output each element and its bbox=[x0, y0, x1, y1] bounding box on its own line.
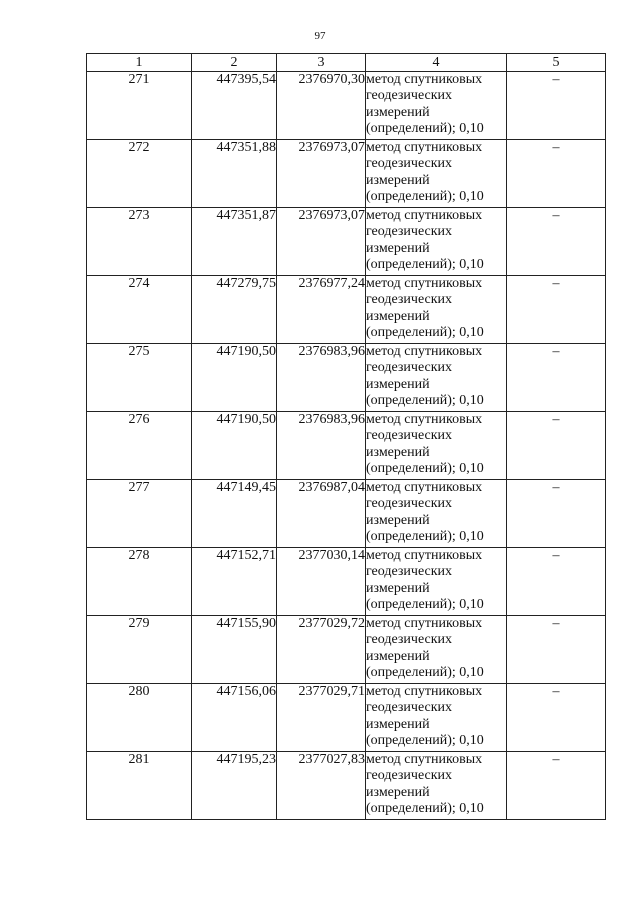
method-cell bbox=[366, 684, 507, 752]
method-text-line: геодезических bbox=[366, 360, 453, 376]
method-text-line: измерений bbox=[366, 308, 430, 324]
method-text-line: метод спутниковых bbox=[366, 72, 483, 87]
y-coordinate-cell: 2376983,96 bbox=[277, 344, 366, 412]
method-text-line: измерений bbox=[366, 104, 430, 120]
method-text-line: метод спутниковых bbox=[366, 140, 483, 155]
method-text-line: геодезических bbox=[366, 88, 453, 104]
method-text-line: (определений); 0,10 bbox=[366, 733, 484, 749]
note-cell: – bbox=[507, 548, 606, 616]
table-row bbox=[87, 208, 606, 276]
table-row bbox=[87, 684, 606, 752]
method-cell bbox=[366, 480, 507, 548]
method-text-line: метод спутниковых bbox=[366, 276, 483, 291]
method-text-line: измерений bbox=[366, 648, 430, 664]
note-cell: – bbox=[507, 752, 606, 820]
method-text-line: метод спутниковых bbox=[366, 548, 483, 563]
method-text-line: метод спутниковых bbox=[366, 616, 483, 631]
note-cell: – bbox=[507, 616, 606, 684]
x-coordinate-cell: 447279,75 bbox=[192, 276, 277, 344]
y-coordinate-cell: 2376983,96 bbox=[277, 412, 366, 480]
x-coordinate-cell: 447351,88 bbox=[192, 140, 277, 208]
method-cell bbox=[366, 616, 507, 684]
method-text-line: (определений); 0,10 bbox=[366, 257, 484, 273]
method-text-line: (определений); 0,10 bbox=[366, 461, 484, 477]
table-row bbox=[87, 412, 606, 480]
method-text-line: метод спутниковых bbox=[366, 412, 483, 427]
method-text-line: измерений bbox=[366, 240, 430, 256]
table-body bbox=[87, 72, 606, 820]
y-coordinate-cell: 2377029,71 bbox=[277, 684, 366, 752]
table-row bbox=[87, 276, 606, 344]
table-row bbox=[87, 72, 606, 140]
method-text-line: геодезических bbox=[366, 700, 453, 716]
table-row bbox=[87, 548, 606, 616]
y-coordinate-cell: 2376973,07 bbox=[277, 208, 366, 276]
method-cell bbox=[366, 752, 507, 820]
method-text-line: измерений bbox=[366, 512, 430, 528]
table-row bbox=[87, 616, 606, 684]
note-cell: – bbox=[507, 684, 606, 752]
header-col-4: 4 bbox=[366, 54, 507, 72]
table-row bbox=[87, 480, 606, 548]
table-header-row bbox=[87, 54, 606, 72]
note-cell: – bbox=[507, 412, 606, 480]
point-number-cell: 272 bbox=[87, 140, 192, 208]
x-coordinate-cell: 447156,06 bbox=[192, 684, 277, 752]
point-number-cell: 278 bbox=[87, 548, 192, 616]
header-col-1: 1 bbox=[87, 54, 192, 72]
method-cell bbox=[366, 72, 507, 140]
y-coordinate-cell: 2377030,14 bbox=[277, 548, 366, 616]
method-text-line: метод спутниковых bbox=[366, 480, 483, 495]
table-row bbox=[87, 344, 606, 412]
method-text-line: геодезических bbox=[366, 496, 453, 512]
coordinates-table bbox=[86, 53, 606, 820]
point-number-cell: 273 bbox=[87, 208, 192, 276]
method-text-line: измерений bbox=[366, 716, 430, 732]
note-cell: – bbox=[507, 140, 606, 208]
x-coordinate-cell: 447152,71 bbox=[192, 548, 277, 616]
method-text-line: геодезических bbox=[366, 632, 453, 648]
note-cell: – bbox=[507, 208, 606, 276]
method-text-line: метод спутниковых bbox=[366, 684, 483, 699]
method-text-line: (определений); 0,10 bbox=[366, 189, 484, 205]
x-coordinate-cell: 447190,50 bbox=[192, 344, 277, 412]
method-text-line: (определений); 0,10 bbox=[366, 801, 484, 817]
method-text-line: геодезических bbox=[366, 428, 453, 444]
x-coordinate-cell: 447149,45 bbox=[192, 480, 277, 548]
method-text-line: (определений); 0,10 bbox=[366, 393, 484, 409]
method-cell bbox=[366, 344, 507, 412]
method-text-line: (определений); 0,10 bbox=[366, 325, 484, 341]
x-coordinate-cell: 447190,50 bbox=[192, 412, 277, 480]
point-number-cell: 275 bbox=[87, 344, 192, 412]
y-coordinate-cell: 2377027,83 bbox=[277, 752, 366, 820]
method-text-line: (определений); 0,10 bbox=[366, 529, 484, 545]
point-number-cell: 281 bbox=[87, 752, 192, 820]
x-coordinate-cell: 447195,23 bbox=[192, 752, 277, 820]
header-col-3: 3 bbox=[277, 54, 366, 72]
note-cell: – bbox=[507, 344, 606, 412]
method-text-line: метод спутниковых bbox=[366, 208, 483, 223]
y-coordinate-cell: 2377029,72 bbox=[277, 616, 366, 684]
method-text-line: измерений bbox=[366, 172, 430, 188]
point-number-cell: 271 bbox=[87, 72, 192, 140]
method-text-line: геодезических bbox=[366, 564, 453, 580]
method-text-line: измерений bbox=[366, 580, 430, 596]
y-coordinate-cell: 2376973,07 bbox=[277, 140, 366, 208]
method-text-line: (определений); 0,10 bbox=[366, 665, 484, 681]
method-text-line: геодезических bbox=[366, 156, 453, 172]
method-text-line: (определений); 0,10 bbox=[366, 121, 484, 137]
x-coordinate-cell: 447155,90 bbox=[192, 616, 277, 684]
point-number-cell: 279 bbox=[87, 616, 192, 684]
point-number-cell: 277 bbox=[87, 480, 192, 548]
note-cell: – bbox=[507, 72, 606, 140]
note-cell: – bbox=[507, 276, 606, 344]
point-number-cell: 274 bbox=[87, 276, 192, 344]
method-cell bbox=[366, 208, 507, 276]
x-coordinate-cell: 447351,87 bbox=[192, 208, 277, 276]
method-cell bbox=[366, 412, 507, 480]
note-cell: – bbox=[507, 480, 606, 548]
method-text-line: метод спутниковых bbox=[366, 752, 483, 767]
method-text-line: измерений bbox=[366, 784, 430, 800]
header-col-2: 2 bbox=[192, 54, 277, 72]
method-text-line: измерений bbox=[366, 376, 430, 392]
method-text-line: измерений bbox=[366, 444, 430, 460]
page-number: 97 bbox=[314, 30, 326, 42]
x-coordinate-cell: 447395,54 bbox=[192, 72, 277, 140]
y-coordinate-cell: 2376987,04 bbox=[277, 480, 366, 548]
method-cell bbox=[366, 276, 507, 344]
method-text-line: геодезических bbox=[366, 224, 453, 240]
method-text-line: геодезических bbox=[366, 292, 453, 308]
method-cell bbox=[366, 548, 507, 616]
point-number-cell: 280 bbox=[87, 684, 192, 752]
table-row bbox=[87, 140, 606, 208]
header-col-5: 5 bbox=[507, 54, 606, 72]
table-row bbox=[87, 752, 606, 820]
point-number-cell: 276 bbox=[87, 412, 192, 480]
y-coordinate-cell: 2376977,24 bbox=[277, 276, 366, 344]
method-text-line: (определений); 0,10 bbox=[366, 597, 484, 613]
method-text-line: геодезических bbox=[366, 768, 453, 784]
y-coordinate-cell: 2376970,30 bbox=[277, 72, 366, 140]
method-cell bbox=[366, 140, 507, 208]
method-text-line: метод спутниковых bbox=[366, 344, 483, 359]
